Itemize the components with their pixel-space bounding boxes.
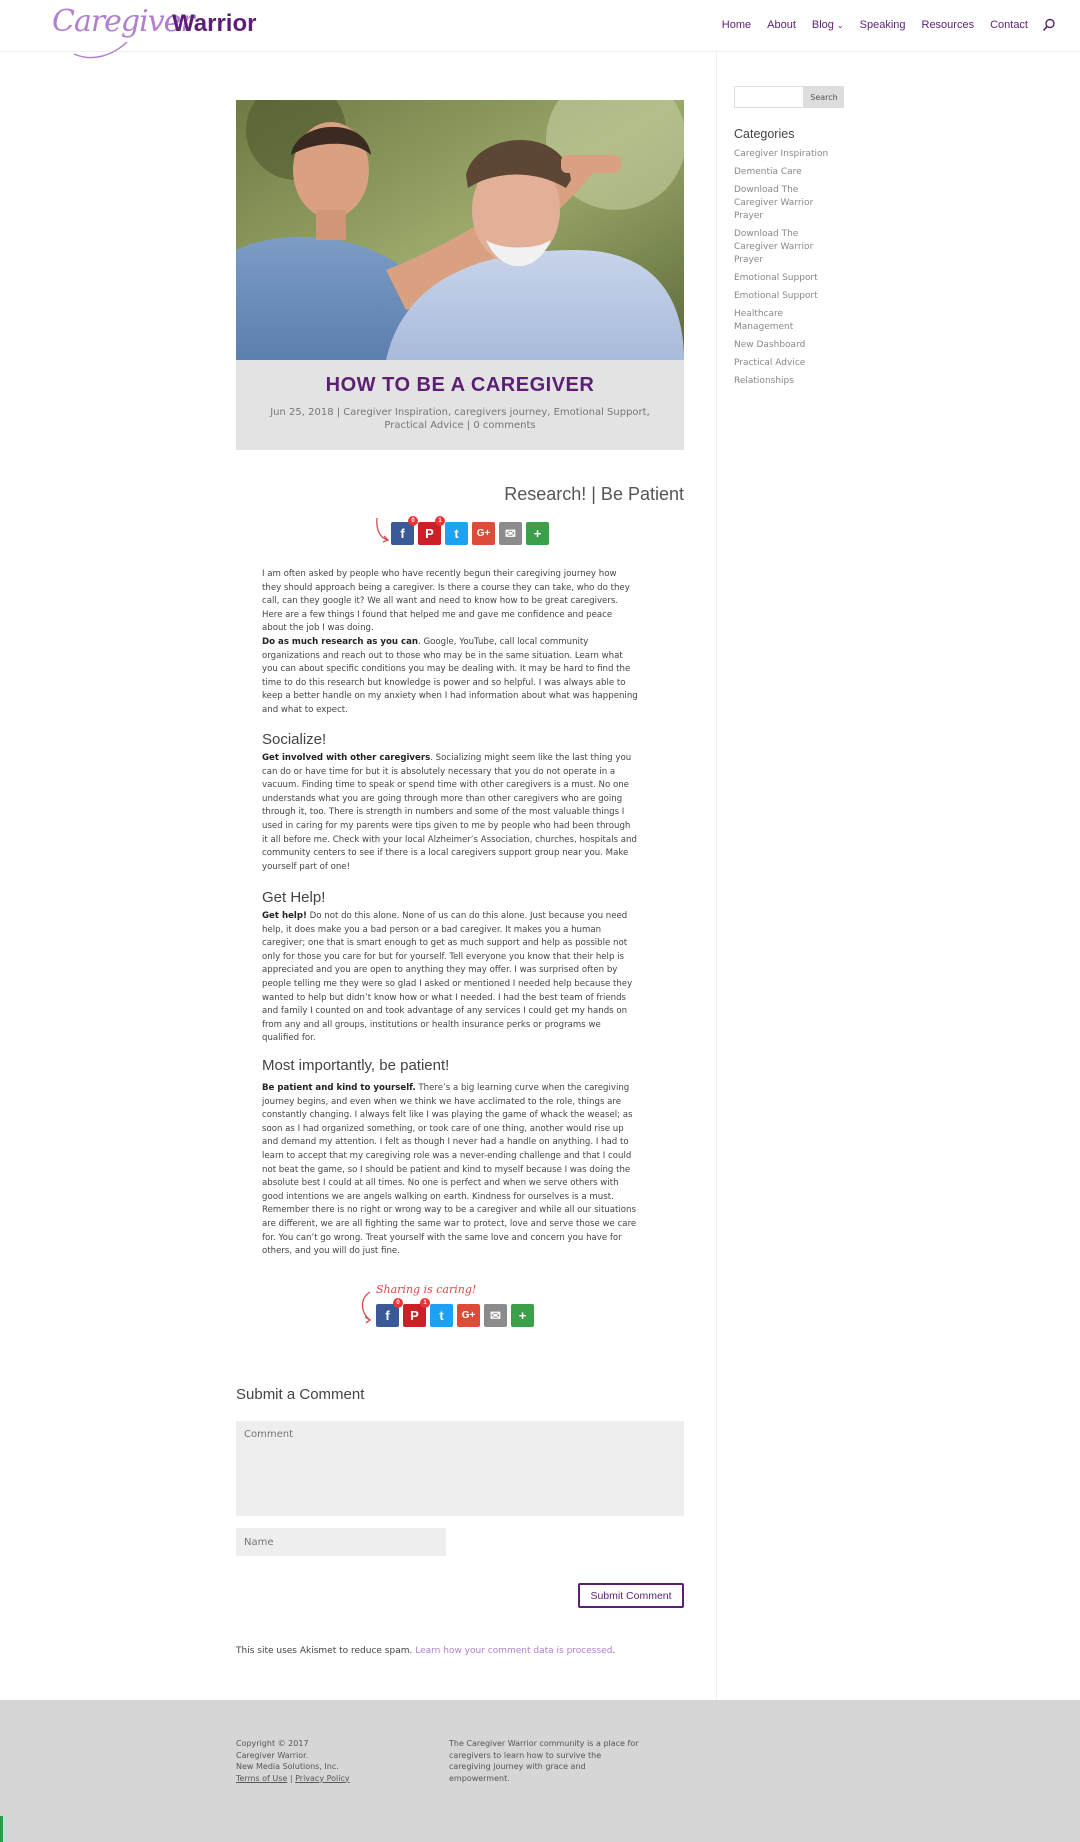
submit-comment-button[interactable]: Submit Comment bbox=[578, 1583, 684, 1608]
pinterest-icon: P bbox=[425, 526, 434, 541]
curved-arrow-icon bbox=[374, 516, 392, 544]
nav-blog[interactable] bbox=[812, 19, 844, 31]
bold-lead: Get involved with other caregivers bbox=[262, 753, 431, 763]
nav-about[interactable] bbox=[767, 19, 796, 31]
category-link[interactable]: Download The Caregiver Warrior Prayer bbox=[734, 185, 814, 221]
category-link[interactable]: New Dashboard bbox=[734, 340, 806, 350]
more-share-button[interactable] bbox=[511, 1304, 534, 1327]
share-row-top bbox=[391, 518, 549, 545]
facebook-share-button[interactable] bbox=[376, 1300, 400, 1327]
article-paragraph bbox=[262, 1082, 638, 1259]
copyright-line: New Media Solutions, Inc. bbox=[236, 1762, 339, 1771]
curved-arrow-icon bbox=[358, 1290, 376, 1324]
sidebar-divider bbox=[716, 52, 717, 1700]
hero-image bbox=[236, 100, 684, 360]
post-title: HOW TO BE A CAREGIVER bbox=[325, 374, 595, 396]
twitter-share-button[interactable] bbox=[430, 1304, 453, 1327]
pinterest-share-button[interactable] bbox=[418, 518, 442, 545]
category-link[interactable]: Dementia Care bbox=[734, 167, 802, 177]
google-plus-icon: G+ bbox=[461, 1310, 476, 1321]
category-link[interactable]: Healthcare Management bbox=[734, 309, 794, 332]
nav-about-label: About bbox=[767, 19, 796, 31]
bold-lead: Get help! bbox=[262, 911, 307, 921]
logo-script-text: Caregiver bbox=[52, 4, 194, 39]
sharing-caring-text: Sharing is caring! bbox=[376, 1283, 477, 1296]
facebook-share-button[interactable] bbox=[391, 518, 415, 545]
category-link[interactable]: Emotional Support bbox=[734, 291, 818, 301]
nav-speaking[interactable] bbox=[860, 19, 906, 31]
paragraph-text: . Google, YouTube, call local community organizations and reach out to those who may be in the same situation. Learn what you can about specific conditions you may be dealing with. It may be hard to find the time to do this research but knowledge is power and so helpful. I was always able to keep a better handle on my anxiety when I had information about what was happening and what to expect. bbox=[262, 636, 638, 715]
heading-be-patient: Most importantly, be patient! bbox=[262, 1057, 450, 1074]
facebook-icon: f bbox=[385, 1308, 390, 1323]
email-share-button[interactable] bbox=[499, 522, 522, 545]
name-input[interactable] bbox=[236, 1528, 446, 1556]
site-header bbox=[0, 0, 1080, 52]
search-icon[interactable] bbox=[1042, 18, 1056, 32]
comment-heading: Submit a Comment bbox=[236, 1386, 365, 1403]
footer-about: The Caregiver Warrior community is a place for caregivers to learn how to survive the caregiving journey with grace and empowerment. bbox=[449, 1739, 639, 1783]
plus-icon: + bbox=[518, 1308, 527, 1323]
heading-socialize: Socialize! bbox=[262, 731, 327, 748]
more-share-button[interactable] bbox=[526, 522, 549, 545]
category-link[interactable]: Relationships bbox=[734, 376, 794, 386]
share-count-badge: 0 bbox=[408, 516, 418, 526]
pinterest-icon: P bbox=[410, 1308, 419, 1323]
terms-link[interactable]: Terms of Use bbox=[236, 1773, 288, 1783]
copyright-line: Copyright © 2017 bbox=[236, 1739, 309, 1748]
footer-links bbox=[236, 1773, 350, 1785]
sidebar-search-button[interactable]: Search bbox=[804, 86, 844, 108]
share-row-bottom bbox=[376, 1300, 534, 1327]
akismet-text: This site uses Akismet to reduce spam. bbox=[236, 1646, 416, 1656]
category-list bbox=[734, 148, 844, 393]
nav-contact-label: Contact bbox=[990, 19, 1028, 31]
footer-copyright bbox=[236, 1738, 350, 1784]
twitter-share-button[interactable] bbox=[445, 522, 468, 545]
main-nav bbox=[706, 18, 1056, 32]
email-icon: ✉ bbox=[490, 1307, 501, 1323]
share-count-badge: 1 bbox=[420, 1298, 430, 1308]
site-logo[interactable] bbox=[52, 4, 257, 54]
post-meta: Jun 25, 2018 | Caregiver Inspiration, caregivers journey, Emotional Support, Practical Advice | 0 comments bbox=[270, 407, 650, 431]
plus-icon: + bbox=[533, 526, 542, 541]
nav-home[interactable] bbox=[722, 19, 751, 31]
article-paragraph: I am often asked by people who have recently begun their caregiving journey how they should approach being a caregiver. Is there a course they can take, who do they call, can they google it? We all want and need to know how to be great caregivers. Here are a few things I found that helped me and gave me confidence and peace about the job I was doing. bbox=[262, 569, 630, 634]
google-plus-share-button[interactable] bbox=[472, 522, 495, 545]
category-link[interactable]: Emotional Support bbox=[734, 273, 818, 283]
bold-lead: Be patient and kind to yourself. bbox=[262, 1083, 416, 1093]
email-icon: ✉ bbox=[505, 525, 516, 541]
logo-bold-text: Warrior bbox=[172, 10, 257, 37]
post-title-box bbox=[236, 360, 684, 450]
google-plus-share-button[interactable] bbox=[457, 1304, 480, 1327]
paragraph-text: . Socializing might seem like the last thing you can do or have time for but it is absolutely necessary that you do not operate in a vacuum. Finding time to speak or spend time with other caregivers is a must. No one understands what you are going through more than other caregivers who are going through it, too. There is strength in numbers and some of the most valuable things I used in caring for my parents were tips given to me by people who had been through it all before me. Check with your local Alzheimer’s Association, churches, hospitals and community centers to see if there is a local caregivers support group near you. Make yourself part of one! bbox=[262, 753, 637, 872]
category-link[interactable]: Caregiver Inspiration bbox=[734, 149, 829, 159]
akismet-end: . bbox=[612, 1646, 616, 1656]
email-share-button[interactable] bbox=[484, 1304, 507, 1327]
share-count-badge: 0 bbox=[393, 1298, 403, 1308]
logo-swoosh-icon bbox=[72, 36, 152, 60]
nav-resources-label: Resources bbox=[921, 19, 975, 31]
post-subtitle: Research! | Be Patient bbox=[504, 484, 684, 504]
article-be-patient bbox=[262, 1082, 638, 1259]
twitter-icon: t bbox=[454, 526, 459, 541]
comment-textarea[interactable] bbox=[236, 1421, 684, 1516]
nav-home-label: Home bbox=[721, 19, 752, 31]
site-footer bbox=[0, 1700, 1080, 1842]
chat-widget-edge[interactable] bbox=[0, 1816, 3, 1842]
facebook-icon: f bbox=[400, 526, 405, 541]
article-intro bbox=[262, 568, 638, 718]
category-link[interactable]: Download The Caregiver Warrior Prayer bbox=[734, 229, 814, 265]
category-link[interactable]: Practical Advice bbox=[734, 358, 806, 368]
privacy-link[interactable]: Privacy Policy bbox=[295, 1773, 350, 1783]
nav-resources[interactable] bbox=[922, 19, 975, 31]
pinterest-share-button[interactable] bbox=[403, 1300, 427, 1327]
article-paragraph bbox=[262, 636, 638, 718]
share-count-badge: 1 bbox=[435, 516, 445, 526]
akismet-notice bbox=[236, 1646, 615, 1656]
nav-contact[interactable] bbox=[990, 19, 1028, 31]
google-plus-icon: G+ bbox=[476, 528, 491, 539]
sidebar-search-input[interactable] bbox=[734, 86, 804, 108]
akismet-link[interactable]: Learn how your comment data is processed bbox=[415, 1646, 613, 1656]
copyright-line: Caregiver Warrior. bbox=[236, 1750, 309, 1760]
article-socialize bbox=[262, 752, 638, 874]
article-paragraph bbox=[262, 910, 638, 1046]
chevron-down-icon: ⌄ bbox=[836, 20, 844, 30]
nav-blog-label: Blog bbox=[811, 19, 834, 31]
paragraph-text: Do not do this alone. None of us can do this alone. Just because you need help, it does make you a bad person or a bad caregiver. It makes you a human caregiver; one that is smart enough to get as much support and help as possible not only for those you care for but for yourself. Tell everyone you know that their help is appreciated and you are open to anything they may offer. I was surprised often by people telling me they were so glad I asked or mentioned I needed help because they wanted to help but didn’t know how or what I needed. I had the best team of friends and family I counted on and took advantage of any services I could get my hands on from any and all groups, institutions or health insurance perks or programs we qualified for. bbox=[262, 911, 633, 1044]
paragraph-text: There’s a big learning curve when the caregiving journey begins, and even when we think we have acclimated to the role, things are constantly changing. I always felt like I was playing the game of whack the weasel; as soon as I had organized something, or took care of one thing, another would rise up and demand my attention. I felt as though I never had a handle on anything. I had to learn to accept that my caregiving role was a never-ending challenge and that I could not beat the game, so I should be patient and kind to myself because I was doing the absolute best I could at all times. No one is perfect and when we serve others with good intentions we are angels walking on earth. Kindness for ourselves is a must. Remember there is no right or wrong way to be a caregiver and while all our situations are different, we are all fighting the same war to protect, love and serve those we care for. You can’t go wrong. Treat yourself with the same love and concern you have for others, and you will do just fine. bbox=[262, 1083, 637, 1257]
bold-lead: Do as much research as you can bbox=[262, 636, 418, 647]
twitter-icon: t bbox=[439, 1308, 444, 1323]
categories-heading: Categories bbox=[734, 127, 795, 141]
article-paragraph bbox=[262, 752, 638, 874]
heading-get-help: Get Help! bbox=[262, 889, 326, 906]
article-get-help bbox=[262, 910, 638, 1046]
nav-speaking-label: Speaking bbox=[859, 19, 906, 31]
link-separator: | bbox=[287, 1773, 296, 1783]
